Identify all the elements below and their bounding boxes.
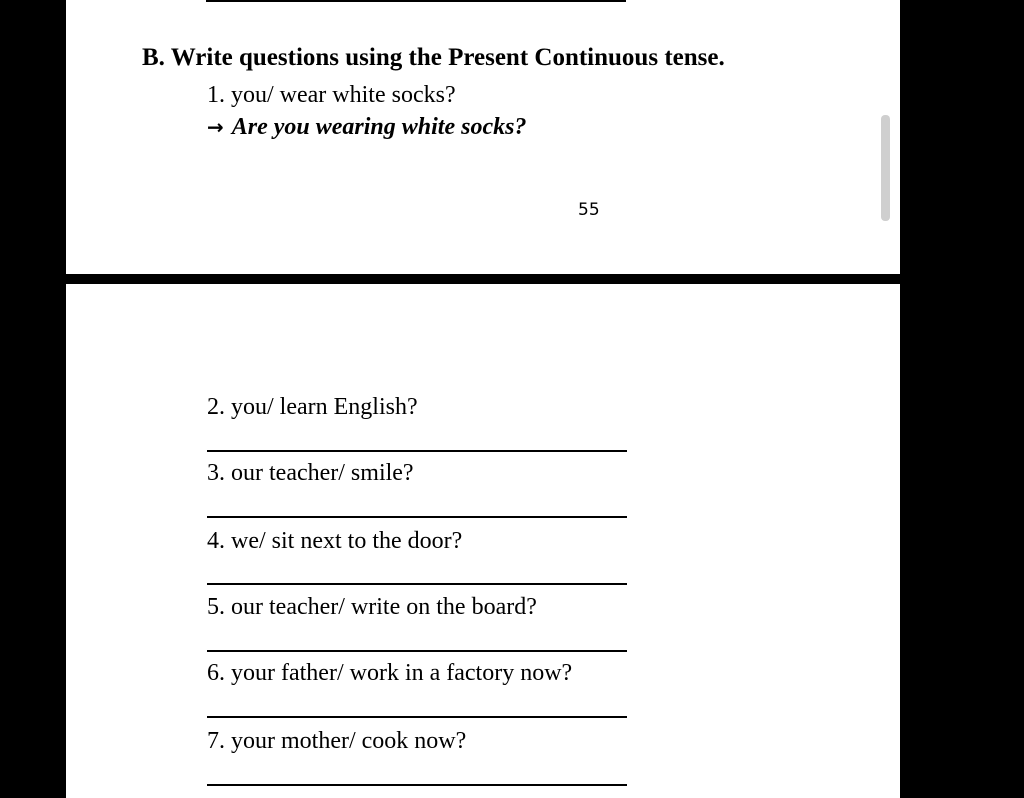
answer-line	[207, 450, 627, 452]
question-prompt: 7. your mother/ cook now?	[207, 728, 467, 754]
answer-line	[207, 716, 627, 718]
answer-line-previous	[206, 0, 626, 2]
question-prompt: 3. our teacher/ smile?	[207, 460, 414, 486]
answer-line	[207, 784, 627, 786]
answer-line	[207, 650, 627, 652]
arrow-right-icon: →	[207, 115, 224, 139]
page-56	[66, 284, 900, 798]
question-prompt: 6. your father/ work in a factory now?	[207, 660, 573, 686]
page-55	[66, 0, 900, 274]
question-prompt: 5. our teacher/ write on the board?	[207, 594, 537, 620]
example-answer	[207, 114, 526, 141]
question-prompt: 2. you/ learn English?	[207, 394, 418, 420]
example-prompt: 1. you/ wear white socks?	[207, 82, 456, 108]
example-answer-text: Are you wearing white socks?	[231, 114, 527, 140]
page-number: 55	[578, 200, 600, 220]
answer-line	[207, 516, 627, 518]
question-prompt: 4. we/ sit next to the door?	[207, 528, 463, 554]
exercise-heading: B. Write questions using the Present Continuous tense.	[142, 44, 725, 71]
answer-line	[207, 583, 627, 585]
scrollbar-thumb[interactable]	[881, 115, 890, 221]
